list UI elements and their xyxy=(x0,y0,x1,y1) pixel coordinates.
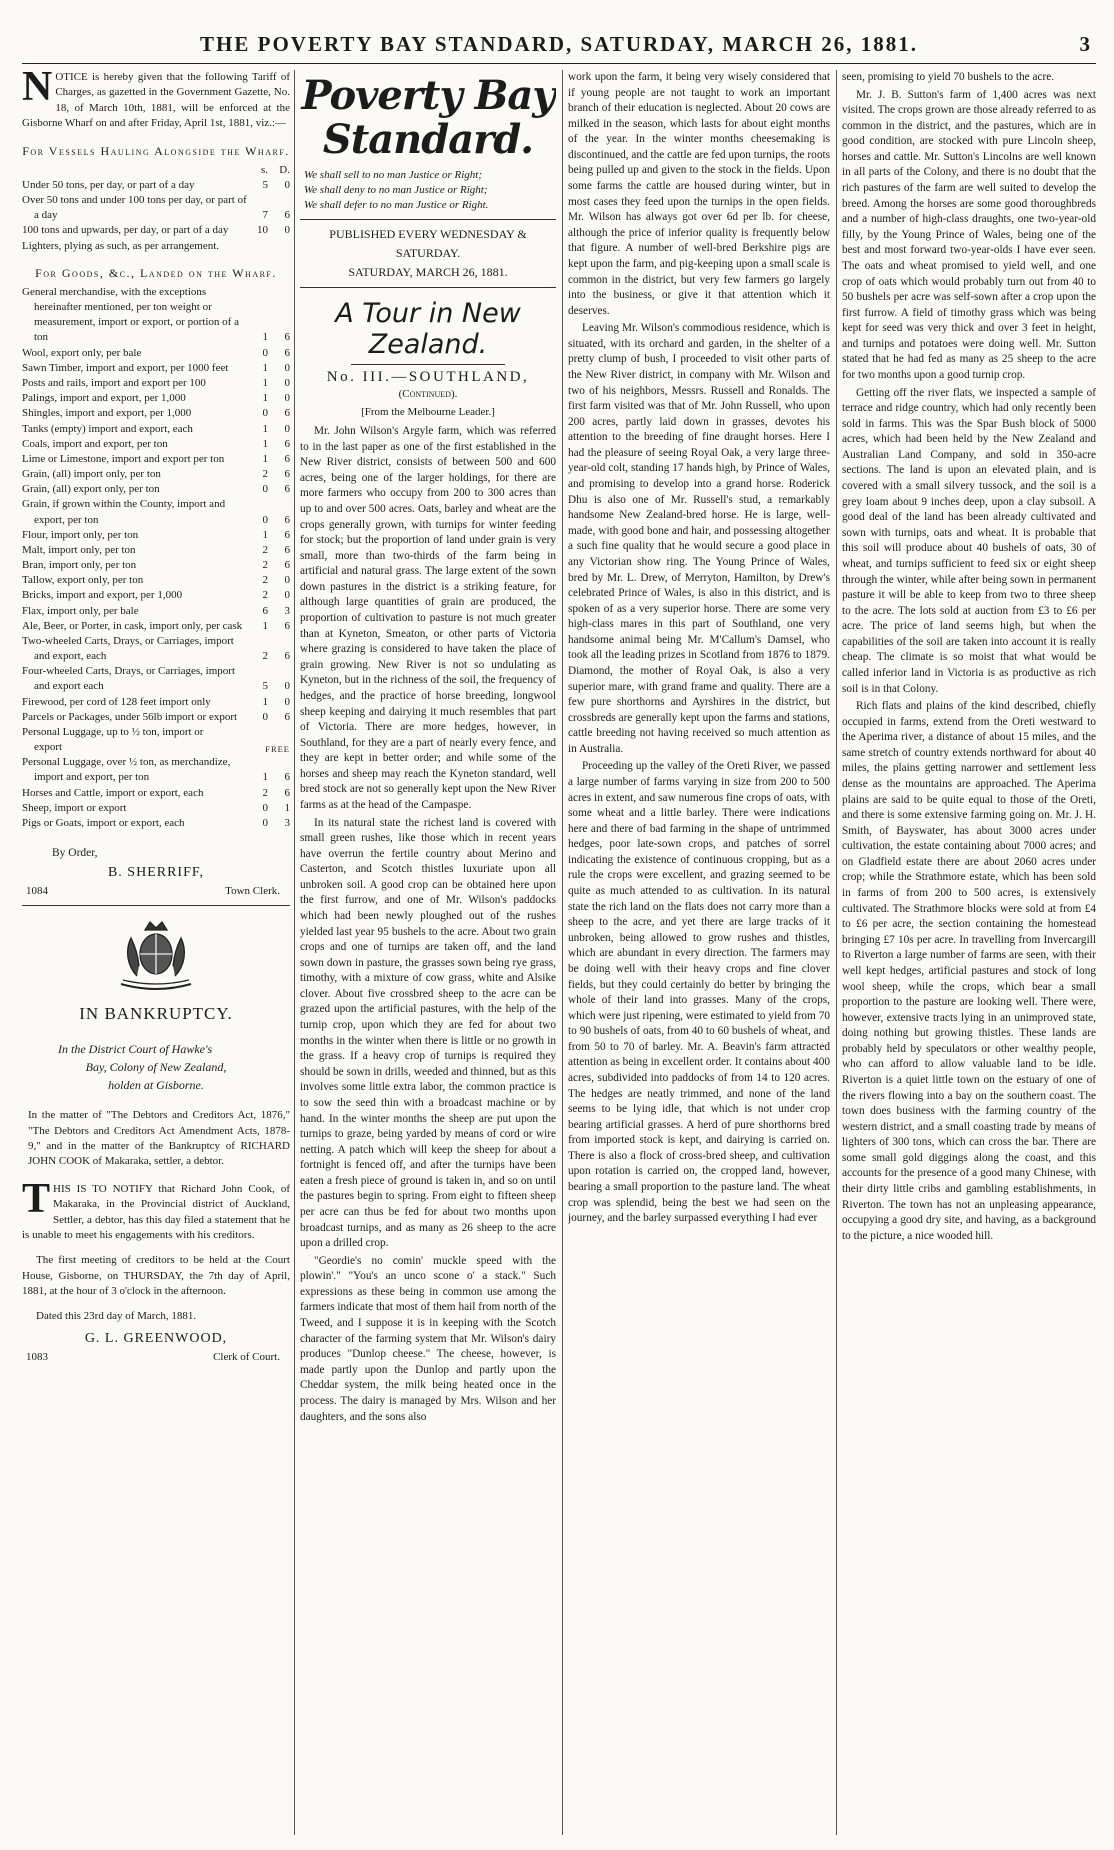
signatory-role: Town Clerk. xyxy=(225,885,280,898)
article-subtitle: (Continued). xyxy=(398,388,458,401)
tariff-row xyxy=(22,816,290,831)
tariff-intro-text: OTICE is hereby given that the following Tariff of Charges, as gazetted in the Government Gazette, No. 18, of March 10th, 1881, will be enforced at the Gisborne Wharf on and after Friday, April 1st, 1881, viz.:— xyxy=(22,71,290,130)
tariff-item: Malt, import only, per ton xyxy=(22,543,136,556)
tariff-row xyxy=(22,452,290,467)
tariff-item: Pigs or Goats, import or export, each xyxy=(22,816,185,829)
tariff-shillings: 1 xyxy=(262,528,268,541)
tariff-column-header xyxy=(22,163,290,178)
advert-number: 1084 xyxy=(26,885,48,898)
tariff-pence: 0 xyxy=(284,361,290,374)
tariff-item: Flour, import only, per ton xyxy=(22,528,139,541)
bankruptcy-matter: In the matter of "The Debtors and Creditors Act, 1876," "The Debtors and Creditors Act Amendment Acts, 1878-9," and in the matter of the Bankruptcy of RICHARD JOHN COOK of Makaraka, settler, a debtor. xyxy=(28,1109,290,1168)
tariff-pence: 6 xyxy=(284,619,290,632)
tariff-shillings: 6 xyxy=(262,604,268,617)
tariff-shillings: 1 xyxy=(262,422,268,435)
issue-date: SATURDAY, MARCH 26, 1881. xyxy=(348,264,508,279)
tariff-row xyxy=(22,482,290,497)
tariff-row xyxy=(22,376,290,391)
tariff-item: Firewood, per cord of 128 feet import only xyxy=(22,695,211,708)
mottos: We shall sell to no man Justice or Right; We shall deny to no man Justice or Right; We shall defer to no man Justice or Right. xyxy=(304,169,489,211)
tariff-shillings: 0 xyxy=(262,483,268,496)
tariff-row xyxy=(22,573,290,588)
tariff-section-heading: For Vessels Hauling Alongside the Wharf. xyxy=(22,143,290,158)
tariff-item: Grain, (all) import only, per ton xyxy=(22,468,161,481)
tariff-item: Bricks, import and export, per 1,000 xyxy=(22,589,183,602)
tariff-item: Parcels or Packages, under 56lb import or export xyxy=(22,710,238,723)
tariff-item: Posts and rails, import and export per 100 xyxy=(22,377,206,389)
tariff-pence: 6 xyxy=(284,346,290,359)
tariff-row xyxy=(22,604,290,619)
tariff-pence: FREE xyxy=(265,743,290,754)
tariff-pence: 6 xyxy=(284,513,290,526)
tariff-item: Flax, import only, per bale xyxy=(22,604,139,617)
column-rule xyxy=(836,70,837,1835)
by-order: By Order, xyxy=(52,847,98,860)
tariff-item: Palings, import and export, per 1,000 xyxy=(22,392,186,405)
column-4 xyxy=(842,70,1096,1840)
tariff-item: Four-wheeled Carts, Drays, or Carriages, import and export each xyxy=(22,665,236,693)
tariff-item: Ale, Beer, or Porter, in cask, import only, per cask xyxy=(22,619,243,632)
tariff-shillings: 0 xyxy=(262,816,268,829)
article-paragraph: Leaving Mr. Wilson's commodious residence, which is situated, with its orchard and garden, in the shelter of a pretty clump of bush, I proceeded to visit other parts of the New River district, in company with Mr. Wilson and two of his neighbors, Messrs. Russell and Ronalds. The first farm visited was that of Mr. John Russell, who upon 200 acres, partly laid down in grasses, devotes his attention to the breeding of fine draught horses. Here I had the pleasure of seeing Royal Oak, a very large three-year-old colt, standing 17 hands high, by Prince of Wales, and promising to develop into a grand horse. Roderick Dhu is also one of Mr. Russell's stud, a remarkably handsome New Zealand-bred horse. He is large, well-made, with good bone and hair, and possessing altogether a such fine quality that he would secure a good place in any Victorian show ring. The Young Prince of Wales, bred by Mr. L. Drew, of Merryton, Hamilton, by Drew's celebrated Prince of Wales, is also in this district, and is spoken of as a very superior horse. There are some very high-class mares in this part of Southland, one very handsome animal being Mr. M'Callum's Damsel, who took all the leading prizes in Scotland from 1876 to 1879. Diamond, the mother of Royal Oak, is also a very superior mare, with grand frame and quality. There are a few pure shorthorns and Ayrshires in the district, but crossbreds are generally kept upon the farms and stations, cattle breeding not having received so much attention as in Australia. xyxy=(568,322,830,755)
tariff-shillings: 2 xyxy=(262,786,268,799)
tariff-shillings: 5 xyxy=(262,680,268,693)
tariff-item: Tanks (empty) import and export, each xyxy=(22,422,193,435)
tariff-row xyxy=(22,391,290,406)
tariff-row xyxy=(22,223,290,238)
tariff-shillings: 0 xyxy=(262,801,268,814)
tariff-row xyxy=(22,725,290,755)
tariff-row xyxy=(22,664,290,694)
tariff-shillings: 2 xyxy=(262,589,268,602)
tariff-row xyxy=(22,801,290,816)
tariff-shillings: 1 xyxy=(262,695,268,708)
tariff-row xyxy=(22,558,290,573)
tariff-pence: 6 xyxy=(284,407,290,420)
tariff-row xyxy=(22,239,290,254)
tariff-pence: 0 xyxy=(284,574,290,587)
tariff-row xyxy=(22,497,290,527)
article-title: A Tour in New Zealand. xyxy=(335,298,521,361)
article-body xyxy=(842,70,1096,1244)
article-paragraph: Rich flats and plains of the kind described, chiefly occupied in farms, extend from the Oreti westward to the Aperima river, a distance of about 15 miles, and the same stretch of country extends northward for about 40 miles, the plains getting narrower and settlement less dense as the mountains are approached. The Aperima plains are said to be quite equal to those of the Oreti, and there is some extensive farming going on. Mr. J. H. Smith, of Bayswater, has about 3000 acres under cultivation, the estate containing about 7000 acres; and on Gladfield estate there are about 2060 acres under crop; while the Strathmore estate, which has been sold in farms of from 200 to 500 acres, is extensively cultivated. The Strathmore blocks were sold at from £4 to £6 per acre, the section containing the homestead bringing £7 10s per acre. In travelling from Invercargill to Riverton a large number of farms are seen, with their well kept hedges, artificial pastures and stock of long wool sheep, while the crops, which bear a small proportion to the pasture are looking well. There were, however, extensive tracts lying in an unimproved state, doing nothing but growing thistles. These lands are probably held by speculators or other wealthy people, who can afford to allow valuable land to be idle. Riverton is a quiet little town on the estuary of one of the rivers flowing into a bay on the southern coast. The town does business with the farming country of the western district, and a small coasting trade by means of lighters of 300 tons, which can cross the bar. There are some small gold diggings along the coast, and this accounts for the presence of a good many Chinese, with their dirty little cribs and gambling establishments, in Riverton. The town has not an unpleasing appearance, occupying a good dry site, and having, as a background to the picture, a nice wooded hill. xyxy=(842,700,1096,1242)
page-header-title: THE POVERTY BAY STANDARD, SATURDAY, MARCH 26, 1881. xyxy=(200,32,918,56)
tariff-item: Horses and Cattle, import or export, each xyxy=(22,786,204,799)
tariff-row xyxy=(22,193,290,223)
tariff-item: Sawn Timber, import and export, per 1000 feet xyxy=(22,361,229,374)
tariff-item: Personal Luggage, up to ½ ton, import or export xyxy=(22,725,204,754)
tariff-pence: 3 xyxy=(284,816,290,829)
article-body xyxy=(568,70,830,1227)
tariff-shillings: 1 xyxy=(262,361,268,374)
tariff-item: Grain, if grown within the County, import and export, per ton xyxy=(22,498,226,526)
tariff-pence: 0 xyxy=(284,224,290,237)
tariff-shillings: 1 xyxy=(262,437,268,450)
tariff-section-heading: For Goods, &c., Landed on the Wharf. xyxy=(35,265,277,280)
tariff-shillings: 1 xyxy=(262,331,268,344)
column-1 xyxy=(22,70,290,1840)
tariff-row xyxy=(22,786,290,801)
tariff-shillings: 2 xyxy=(262,468,268,481)
tariff-pence: 0 xyxy=(284,178,290,191)
advert-number: 1083 xyxy=(26,1350,48,1363)
tariff-item: Bran, import only, per ton xyxy=(22,559,137,572)
tariff-shillings: 2 xyxy=(262,559,268,572)
page-header xyxy=(22,30,1096,64)
tariff-row xyxy=(22,755,290,785)
tariff-shillings: 7 xyxy=(262,209,268,222)
tariff-row xyxy=(22,346,290,361)
divider xyxy=(351,364,505,365)
tariff-row xyxy=(22,361,290,376)
bankruptcy-heading: IN BANKRUPTCY. xyxy=(79,1004,233,1024)
tariff-shillings: 1 xyxy=(262,452,268,465)
tariff-pence: 1 xyxy=(284,801,290,814)
article-paragraph: Proceeding up the valley of the Oreti River, we passed a large number of farms varying in size from 200 to 500 acres in extent, and saw numerous fine crops of oats, with some wheat and a little barley. There were indications here and there of bad farming in the shape of untrimmed hedges, poor late-sown crops, and patches of sorrel indicating the existence of continuous cropping, but as a rule the crops were excellent, and grazing seemed to be quite as much attended to as cultivation. In its natural state the rich land on the flats does not carry more than a sheep to the acre, and yet there are large tracks of it unbroken, being allowed to grow rushes and thistles, which are abundant in every direction. The farmers may be doing well with their heavy crops and fine clover fields, but they could certainly do better by bringing the whole of their land into grasses. Many of the crops, which were just ripening, were estimated to yield from 70 to 90 bushels of oats, from 40 to 60 bushels of wheat, and from 50 to 70 of barley. Mr. A. Beavin's farm attracted attention as being in excellent order. It contains about 400 acres, subdivided into paddocks of from 14 to 120 acres. The hedges are neatly trimmed, and none of the land seems to be lying idle, that which is not under crop bearing artificial grasses. A herd of pure shorthorns bred from imported stock is kept, and dairying is carried on. There is also a flock of cross-bred sheep, and cultivation upon rotation is carried on, the cropped land, however, bearing a small proportion to the pasture land. The wheat crop was splendid, being the best we had seen on the journey, and the barley surpassed everything I had ever xyxy=(568,760,830,1225)
tariff-row xyxy=(22,634,290,664)
tariff-pence: 6 xyxy=(284,437,290,450)
tariff-shillings: 1 xyxy=(262,377,268,389)
tariff-pence: 6 xyxy=(284,771,290,784)
column-rule xyxy=(294,70,295,1835)
column-3 xyxy=(568,70,830,1840)
tariff-shillings: 5 xyxy=(262,178,268,191)
tariff-pence: 6 xyxy=(284,331,290,344)
tariff-item: 100 tons and upwards, per day, or part of a day xyxy=(22,224,229,237)
tariff-item: Over 50 tons and under 100 tons per day, or part of a day xyxy=(22,194,247,222)
tariff-shillings: 1 xyxy=(262,771,268,784)
tariff-row xyxy=(22,467,290,482)
tariff-pence: 0 xyxy=(284,377,290,389)
tariff-shillings: 0 xyxy=(262,407,268,420)
article-source: [From the Melbourne Leader.] xyxy=(361,406,495,419)
tariff-item: Shingles, import and export, per 1,000 xyxy=(22,407,192,420)
tariff-pence: 0 xyxy=(284,695,290,708)
tariff-pence: 6 xyxy=(284,528,290,541)
tariff-pence: 0 xyxy=(284,680,290,693)
royal-crest-icon xyxy=(101,916,211,996)
tariff-row xyxy=(22,710,290,725)
publication-info xyxy=(300,219,556,289)
tariff-row xyxy=(22,695,290,710)
article-paragraph: In its natural state the richest land is covered with small green rushes, like those which in recent years have overrun the fertile country about Merino and Casterton, and Scotch thistles luxuriate upon all unbroken soil. A good crop can be obtained here upon the first furrow, and one of Mr. Wilson's paddocks which had been newly ploughed out of the rushes yielded last year 95 bushels to the acre. About two grain crops and one of turnips are taken off, and the land sown down in pasture, the grasses sown being rye grass, timothy, with a mixture of cow grass, white and Alsike clover. About five crossbred sheep to the acre can be grazed upon the artificial pastures, with the help of the turnip crop, upon which they are fed for about two months in the winter when there is little or no growth in the grass. If a heavy crop of turnips is required they should be sown in drills, weeded and thinned, but as this involves some little extra labor, the common practice is to sow the seed thin with a broadcast machine or by hand. In the winter months the sheep are put upon the turnips to graze, being yarded by means of cord or wire netting. A patch which will keep the sheep for about a fortnight is fenced off, and after the turnips have been eaten a fresh piece of ground is taken in, and so on until the pastures begin to spring. From eight to fifteen sheep per acre can thus be fed for about two months upon broadcast turnips, and as many as 26 sheep to the acre upon a drilled crop. xyxy=(300,816,556,1250)
tariff-pence: 6 xyxy=(284,452,290,465)
tariff-item: Wool, export only, per bale xyxy=(22,346,142,359)
tariff-intro xyxy=(22,70,290,132)
tariff-shillings: 2 xyxy=(262,574,268,587)
tariff-item: Sheep, import or export xyxy=(22,801,127,814)
publication-schedule: PUBLISHED EVERY WEDNESDAY & SATURDAY. xyxy=(329,226,527,260)
tariff-pence: 6 xyxy=(284,543,290,556)
tariff-table-vessels xyxy=(22,178,290,254)
tariff-row xyxy=(22,528,290,543)
column-rule xyxy=(562,70,563,1835)
tariff-row xyxy=(22,437,290,452)
tariff-row xyxy=(22,285,290,346)
signatory: B. SHERRIFF, xyxy=(107,865,205,881)
tariff-pence: 6 xyxy=(284,209,290,222)
tariff-shillings: 0 xyxy=(262,710,268,723)
tariff-row xyxy=(22,422,290,437)
tariff-item: Tallow, export only, per ton xyxy=(22,574,144,587)
tariff-item: Coals, import and export, per ton xyxy=(22,437,168,450)
article-paragraph: Mr. John Wilson's Argyle farm, which was referred to in the last paper as one of the first established in the New River district, consists of between 500 and 600 acres, being one of the larger holdings, for there are more farmers who occupy from 200 to 300 acres than up to and over 500 acres. Oats, barley and wheat are the crops generally grown, with turnips for winter feeding for stock; but the proportion of land under grain is very small, more than two-thirds of the farm being in artificial and natural grass. The large extent of the sown down pastures in the district is a striking feature, for although large quantities of grain are produced, the proportion of cultivation to pasture is not much greater than at Kyneton, Smeaton, or other parts of Victoria where grazing is considered to have taken the place of grain growing. New River is not so undulating as Kyneton, but in the richness of the soil, the frequency of hedges, and the practice of horse breeding, longwool sheep keeping and dairying it much resembles that part of Victoria. There are more hedges, however, in Southland, for they are a part of nearly every fence, and they are kept in better order; and while some of the horses and sheep may reach the Kyneton standard, well bred stock are not so generally kept upon the New River farms as at the head of the Campaspe. xyxy=(300,425,556,811)
article-paragraph: Mr. J. B. Sutton's farm of 1,400 acres was next visited. The crops grown are those already referred to as common in the district, and the pastures, which are in good condition, are stocked with pure Lincoln sheep, horses and cattle. Mr. Sutton's Lincolns are well known in all parts of the Colony, and there is no doubt that the rich pastures of the farm are well suited to develop the breed. Among the horses are some good thoroughbreds and a number of high-class draughts, one two-year-old filly, by the Young Prince of Wales, being one of the best and most forward two-year-olds I have ever seen. The oats and wheat promised to yield well, and one crop of oats which would probably turn out from 40 to 50 bushels per acre was self-sown after a crop upon the first furrow. A field of timothy grass which was being kept for seed was very thick and over 3 feet in height, and turnips and potatoes were doing well. Mr. Sutton stated that he had fed as many as 25 sheep to the acre for two months upon a good turnip crop. xyxy=(842,88,1096,381)
shillings-header: s. xyxy=(260,163,268,176)
article-body xyxy=(300,424,556,1425)
creditors-meeting: The first meeting of creditors to be held at the Court House, Gisborne, on THURSDAY, the 7th day of April, 1881, at the hour of 3 o'clock in the afternoon. xyxy=(22,1254,290,1298)
tariff-item: Under 50 tons, per day, or part of a day xyxy=(22,178,195,191)
dated-line: Dated this 23rd day of March, 1881. xyxy=(36,1310,197,1323)
tariff-pence: 6 xyxy=(284,483,290,496)
page-number: 3 xyxy=(1079,32,1090,56)
article-paragraph: "Geordie's no comin' muckle speed with the plowin'." "You's an unco scone o' a stack." Such expressions as these being in common use among the farmers indicate that most of them hail from north of the Tweed, and I suppose it is in keeping with the Scotch character of the farming system that Mr. Wilson's dairy produces "Dunlop cheese." The cheese, however, is made partly upon the Dunlop and partly upon the Cheddar system, the milk being heated once in the process. The dairy is managed by Mrs. Wilson and her daughters, and the sons also xyxy=(300,1254,556,1423)
tariff-item: Personal Luggage, over ½ ton, as merchandize, import and export, per ton xyxy=(22,756,231,784)
bankruptcy-notice: THIS IS TO NOTIFY that Richard John Cook, of Makaraka, in the Provincial district of Auckland, Settler, a debtor, has this day filed a statement that he is unable to meet his engagements with his creditors. xyxy=(22,1175,290,1241)
court-heading: In the District Court of Hawke's Bay, Colony of New Zealand, holden at Gisborne. xyxy=(58,1042,227,1093)
tariff-row xyxy=(22,178,290,193)
tariff-pence: 0 xyxy=(284,392,290,405)
tariff-row xyxy=(22,588,290,603)
tariff-row xyxy=(22,406,290,421)
tariff-pence: 6 xyxy=(284,786,290,799)
tariff-row xyxy=(22,543,290,558)
pence-header: D. xyxy=(279,163,290,176)
article-paragraph: seen, promising to yield 70 bushels to the acre. xyxy=(842,71,1055,83)
article-paragraph: work upon the farm, it being very wisely considered that if young people are not taught to work an important branch of their education is neglected. About 20 cows are milked in the season, which lasts for about eight months of the year. In the winter months cheesemaking is discontinued, and the cattle are fed upon turnips, the roots being pulled up and given to the stock in the fields. Upon some farms the cattle are housed during winter, but in most cases they feed upon the turnips in the open fields. Mr. Wilson has always got over 6d per lb. for cheese, although the price of inferior quality is frequently below that figure. A number of well-bred Berkshire pigs are kept upon the farm, and pig-keeping upon a small scale is common in the district, but very few farmers go largely into the business, or give it that attention which it deserves. xyxy=(568,71,830,317)
tariff-item: Lighters, plying as such, as per arrangement. xyxy=(22,239,220,252)
tariff-item: Lime or Limestone, import and export per ton xyxy=(22,452,225,465)
tariff-shillings: 1 xyxy=(262,619,268,632)
article-paragraph: Getting off the river flats, we inspected a sample of terrace and ridge country, which had only recently been sold in farms. This was the Spar Bush block of 5000 acres, which had been held by the New Zealand and Australian Land Company, and sold in 350-acre sections. The land is upon an elevated plain, and is covered with a small silvery tussock, and the soil is a grey loam about 9 inches deep, upon a clay subsoil. A good deal of the land has been already cultivated and sown with turnips, oats and wheat. It is probable that this soil will produce about 40 bushels of oats, 30 of wheat, and turnips sufficient to feed six or eight sheep through the winter, while after being sown in permanent pasture it will be able to keep from two to three sheep to the acre. The lots sold at auction from £3 to £6 per acre. The price of land seems high, but when the capabilities of the soil are taken into account it is really cheap. The climate is so moist that what would be called inferior land in Victoria is as productive as rich soil is in that Colony. xyxy=(842,386,1096,695)
tariff-pence: 6 xyxy=(284,710,290,723)
tariff-pence: 0 xyxy=(284,589,290,602)
article-part: No. III.—SOUTHLAND, xyxy=(326,369,530,386)
newspaper-name: Poverty Bay Standard. xyxy=(301,72,555,163)
tariff-pence: 6 xyxy=(284,468,290,481)
tariff-item: General merchandise, with the exceptions hereinafter mentioned, per ton weight or measurement, import or export, or portion of a ton xyxy=(22,285,239,344)
tariff-shillings: 2 xyxy=(262,650,268,663)
tariff-row xyxy=(22,619,290,634)
tariff-pence: 0 xyxy=(284,422,290,435)
tariff-pence: 6 xyxy=(284,559,290,572)
tariff-pence: 3 xyxy=(284,604,290,617)
tariff-pence: 6 xyxy=(284,650,290,663)
tariff-shillings: 10 xyxy=(257,224,268,237)
tariff-item: Two-wheeled Carts, Drays, or Carriages, import and export, each xyxy=(22,634,234,663)
tariff-shillings: 0 xyxy=(262,513,268,526)
signatory: G. L. GREENWOOD, xyxy=(84,1330,228,1346)
tariff-shillings: 2 xyxy=(262,543,268,556)
column-2 xyxy=(300,70,556,1840)
tariff-item: Grain, (all) export only, per ton xyxy=(22,483,160,496)
signatory-role: Clerk of Court. xyxy=(213,1350,280,1363)
drop-cap: N xyxy=(22,70,53,110)
drop-cap: T xyxy=(22,1175,51,1222)
tariff-table-goods xyxy=(22,285,290,831)
tariff-shillings: 0 xyxy=(262,346,268,359)
tariff-shillings: 1 xyxy=(262,392,268,405)
